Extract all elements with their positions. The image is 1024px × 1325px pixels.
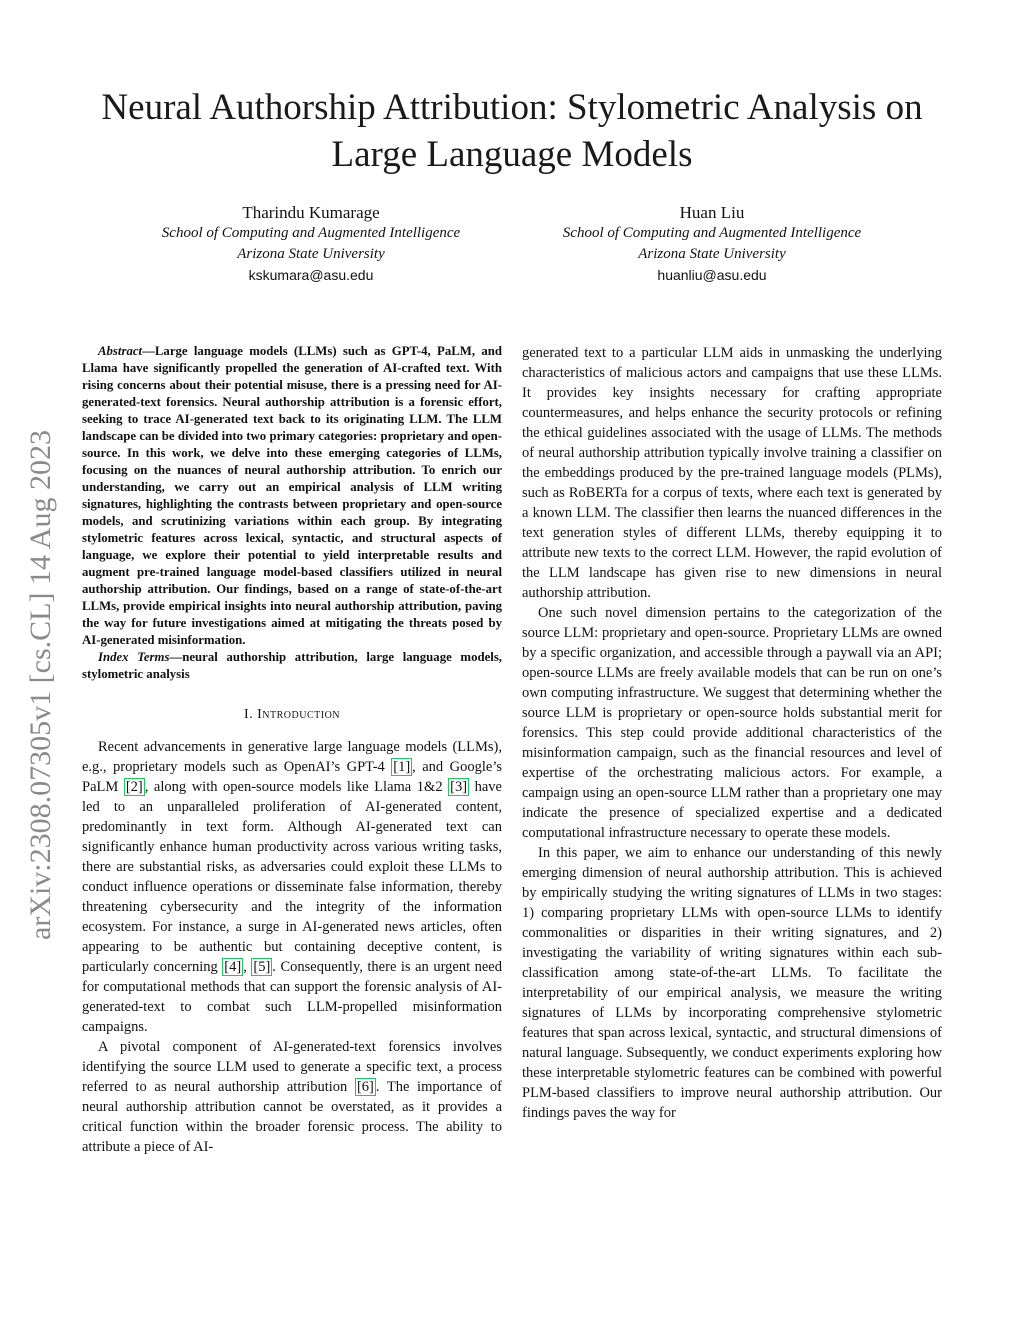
author-email[interactable]: kskumara@asu.edu	[248, 267, 374, 283]
abstract-text: —Large language models (LLMs) such as GPT-4, PaLM, and Llama have significantly propelled the generation of AI-crafted text. With rising concerns about their potential misuse, there is a pressing need for AI-generated-text forensics. Neural authorship attribution is a forensic effort, seeking to trace AI-generated text back to its originating LLM. The LLM landscape can be divided into two primary categories: proprietary and open-source. In this work, we delve into these emerging categories of LLMs, focusing on the nuances of neural authorship attribution. To enrich our understanding, we carry out an empirical analysis of LLM writing signatures, highlighting the contrasts between proprietary and open-source models, and scrutinizing variations within each group. By integrating stylometric features across lexical, syntactic, and structural aspects of language, we explore their potential to yield interpretable results and augment pre-trained language model-based classifiers utilized in neural authorship attribution. Our findings, based on a range of state-of-the-art LLMs, provide empirical insights into neural authorship attribution, paving the way for future investigations aimed at mitigating the threats posed by AI-generated misinformation.	[82, 344, 502, 647]
index-terms-label: Index Terms	[98, 650, 170, 664]
paragraph-text: have led to an unparalleled proliferation of AI-generated content, predominantly in text form. Although AI-generated text can significantly enhance human productivity across various writing tasks, there are substantial risks, as adversaries could exploit these LLMs to conduct influence operations or disseminate false information, thereby threatening cybersecurity and the integrity of the information ecosystem. For instance, a surge in AI-generated news articles, often appearing to be authentic but containing deceptive content, is particularly concerning	[82, 779, 502, 975]
paragraph-text: A pivotal component of AI-generated-text forensics involves identifying the source LLM used to generate a specific text, a process referred to as neural authorship attribution	[82, 1039, 502, 1095]
author-email[interactable]: huanliu@asu.edu	[657, 267, 767, 283]
author-affiliation: School of Computing and Augmented Intelligence	[562, 225, 862, 241]
citation-link[interactable]: [5]	[253, 959, 271, 975]
section-title: Introduction	[257, 707, 341, 722]
paragraph-text: . Consequently, there is an urgent need for computational methods that can support the forensic analysis of AI-generated-text to combat such LLM-propelled misinformation campaigns.	[82, 959, 502, 1035]
citation-link[interactable]: [4]	[224, 959, 242, 975]
section-heading	[82, 705, 502, 725]
paragraph-text: ,	[243, 959, 252, 975]
intro-paragraph-2	[82, 1037, 502, 1157]
citation-link[interactable]: [2]	[125, 779, 143, 795]
intro-paragraph-1	[82, 737, 502, 1037]
abstract	[82, 343, 502, 649]
author-block-2	[512, 202, 912, 286]
abstract-label: Abstract	[98, 344, 143, 358]
section-number: I.	[243, 707, 254, 722]
intro-paragraph-4: In this paper, we aim to enhance our understanding of this newly emerging dimension of neural authorship attribution. This is achieved by empirically studying the writing signatures of LLMs in two stages: 1) comparing proprietary LLMs with open-source LLMs to identify commonalities or disparities in their writing signatures, and 2) investigating the variability of writing signatures within each sub-classification among state-of-the-art LLMs. To facilitate the interpretability of our empirical analysis, we measure the writing signatures of LLMs by incorporating comprehensive stylometric features that span across lexical, syntactic, and structural dimensions of natural language. Subsequently, we conduct experiments exploring how these interpretable stylometric features can be combined with powerful PLM-based classifiers to improve neural authorship attribution. Our findings paves the way for	[522, 845, 942, 1121]
intro-paragraph-3: One such novel dimension pertains to the categorization of the source LLM: proprietary and open-source. Proprietary LLMs are owned by a specific organization, and accessible through a paywall via an API; open-source LLMs are freely available models that can be run on one’s own computing infrastructure. We suggest that determining whether the source LLM is proprietary or open-source holds substantial merit for forensics. This step could provide additional characteristics of the misinformation campaign, such as the financial resources and level of expertise of the orchestrating malicious actors. For example, a campaign using an open-source LLM rather than a proprietary one may indicate the presence of specialized expertise and a dedicated computational infrastructure necessary to operate these models.	[522, 605, 942, 841]
author-affiliation: School of Computing and Augmented Intelligence	[161, 225, 461, 241]
index-terms	[82, 649, 502, 683]
index-terms-text: —neural authorship attribution, large language models, stylometric analysis	[82, 650, 502, 681]
arxiv-identifier[interactable]: arXiv:2308.07305v1 [cs.CL] 14 Aug 2023	[24, 430, 57, 940]
paragraph-text: Recent advancements in generative large language models (LLMs), e.g., proprietary models such as OpenAI’s GPT-4	[82, 739, 502, 775]
left-column	[82, 343, 502, 1157]
paper-title: Neural Authorship Attribution: Stylometric Analysis on Large Language Models	[101, 87, 923, 175]
citation-link[interactable]: [1]	[393, 759, 411, 775]
paragraph-text: , and Google’s PaLM	[82, 759, 502, 795]
author-block-1	[111, 202, 511, 286]
author-name: Huan Liu	[679, 203, 745, 222]
right-column	[522, 343, 942, 1123]
author-university: Arizona State University	[237, 246, 385, 262]
author-name: Tharindu Kumarage	[242, 203, 380, 222]
author-university: Arizona State University	[638, 246, 786, 262]
citation-link[interactable]: [6]	[356, 1079, 374, 1095]
intro-paragraph-2-continued: generated text to a particular LLM aids in unmasking the underlying characteristics of malicious actors and campaigns that use these LLMs. It provides key insights necessary for crafting appropriate countermeasures, and helps enhance the security protocols or refining the ethical guidelines associated with the usage of LLMs. The methods of neural authorship attribution typically involve training a classifier on the embeddings produced by the pre-trained language models (PLMs), such as RoBERTa for a corpus of texts, where each text is generated by a known LLM. The classifier then learns the nuanced differences in the text generation styles of different LLMs, thereby equipping it to attribute new texts to the correct LLM. However, the rapid evolution of the LLM landscape has given rise to new dimensions in neural authorship attribution.	[522, 345, 942, 601]
paragraph-text: , along with open-source models like Llama 1&2	[144, 779, 449, 795]
paragraph-text: . The importance of neural authorship attribution cannot be overstated, as it provides a critical function within the broader forensic process. The ability to attribute a piece of AI-	[82, 1079, 502, 1155]
citation-link[interactable]: [3]	[450, 779, 468, 795]
